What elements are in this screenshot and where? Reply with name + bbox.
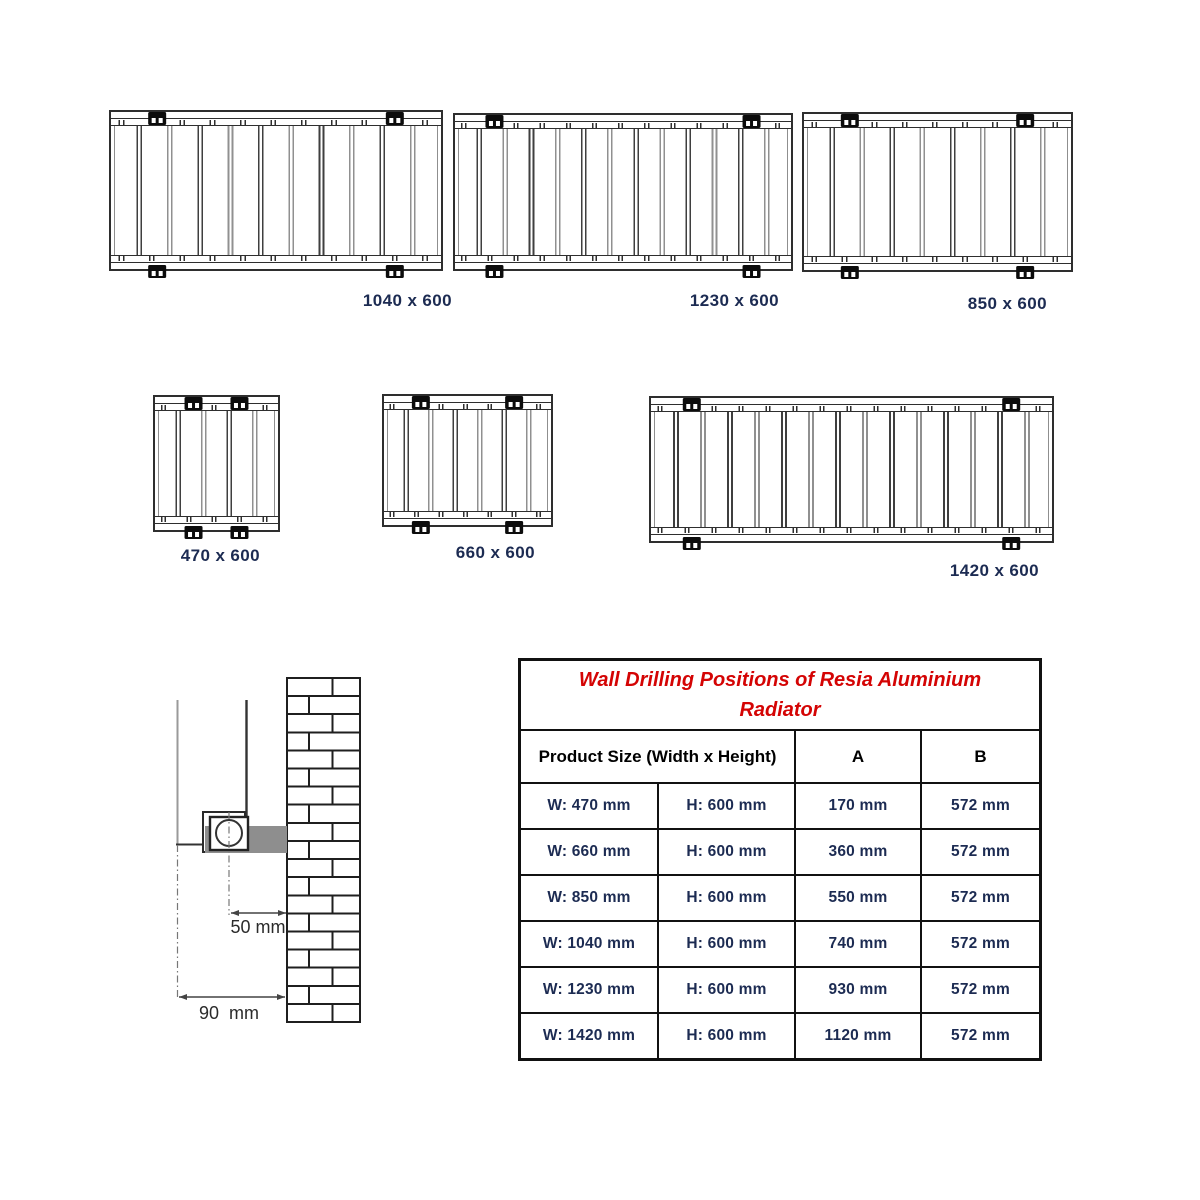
table-cell-width: W: 1420 mm [521, 1012, 657, 1058]
table-cell-width: W: 850 mm [521, 874, 657, 920]
table-header-b: B [920, 731, 1039, 782]
table-cell-b: 572 mm [920, 828, 1039, 874]
table-cell-b: 572 mm [920, 920, 1039, 966]
table-cell-a: 930 mm [794, 966, 920, 1012]
table-cell-b: 572 mm [920, 874, 1039, 920]
table-cell-height: H: 600 mm [657, 920, 794, 966]
table-cell-width: W: 470 mm [521, 782, 657, 828]
radiator-diagram-660x600 [382, 394, 553, 536]
dimension-label-50mm: 50 mm [230, 917, 286, 937]
table-cell-a: 1120 mm [794, 1012, 920, 1058]
radiator-diagram-1420x600 [649, 396, 1054, 552]
drilling-positions-table [518, 658, 1042, 1061]
dimension-arrow-90mm [179, 994, 285, 1000]
table-header-a: A [794, 731, 920, 782]
table-cell-width: W: 1230 mm [521, 966, 657, 1012]
table-cell-height: H: 600 mm [657, 782, 794, 828]
table-cell-b: 572 mm [920, 1012, 1039, 1058]
radiator-diagram-850x600 [802, 112, 1073, 281]
table-cell-b: 572 mm [920, 966, 1039, 1012]
table-cell-height: H: 600 mm [657, 828, 794, 874]
radiator-diagram-1230x600 [453, 113, 793, 280]
radiator-size-label-1420x600: 1420 x 600 [949, 561, 1039, 580]
radiator-diagram-470x600 [153, 395, 280, 541]
table-cell-height: H: 600 mm [657, 874, 794, 920]
dimension-label-90mm: 90 mm [198, 1003, 259, 1023]
table-title: Wall Drilling Positions of Resia Aluminium Radiator [521, 661, 1039, 731]
table-cell-height: H: 600 mm [657, 966, 794, 1012]
radiator-size-label-850x600: 850 x 600 [967, 294, 1047, 313]
dimension-arrow-50mm [231, 910, 286, 916]
table-cell-a: 170 mm [794, 782, 920, 828]
table-cell-a: 360 mm [794, 828, 920, 874]
wall-bracket-assembly [203, 812, 287, 853]
table-grid [521, 731, 1039, 1058]
radiator-diagram-1040x600 [109, 110, 443, 280]
table-cell-a: 740 mm [794, 920, 920, 966]
table-cell-b: 572 mm [920, 782, 1039, 828]
radiator-size-label-1040x600: 1040 x 600 [362, 291, 452, 310]
table-cell-width: W: 660 mm [521, 828, 657, 874]
brick-wall [287, 678, 360, 1022]
table-cell-a: 550 mm [794, 874, 920, 920]
table-cell-height: H: 600 mm [657, 1012, 794, 1058]
wall-mounting-diagram [160, 660, 390, 1040]
radiator-size-label-660x600: 660 x 600 [455, 543, 535, 562]
table-cell-width: W: 1040 mm [521, 920, 657, 966]
radiator-size-label-1230x600: 1230 x 600 [689, 291, 779, 310]
radiator-size-label-470x600: 470 x 600 [180, 546, 260, 565]
table-header-product-size: Product Size (Width x Height) [538, 746, 777, 766]
